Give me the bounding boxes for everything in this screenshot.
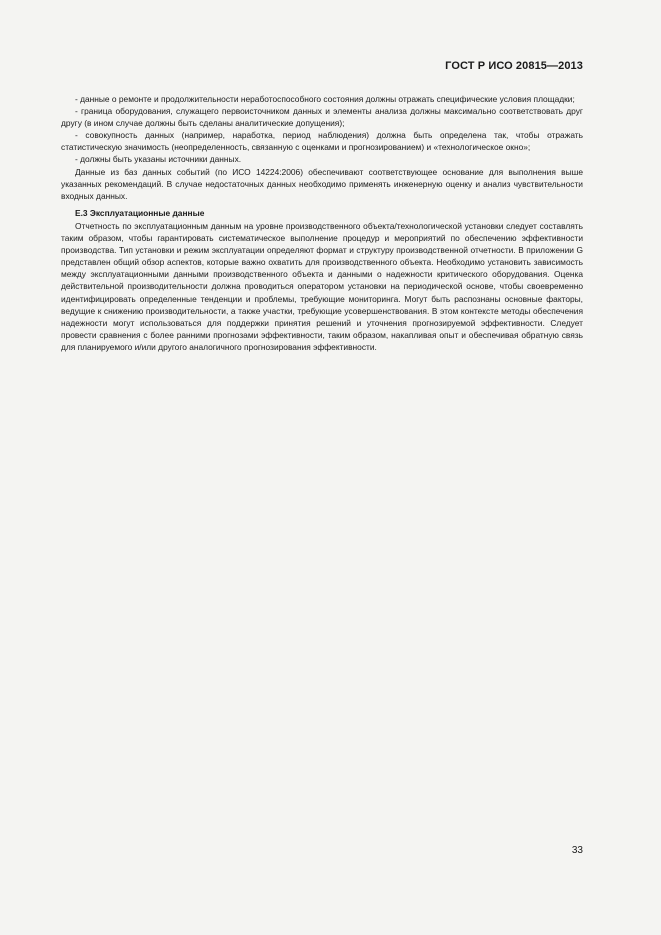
document-header: ГОСТ Р ИСО 20815—2013 [445,60,583,72]
paragraph-operational-data: Отчетность по эксплуатационным данным на уровне производственного объекта/технологической установки следует составлять таким образом, чтобы гарантировать систематическое выполнение процедур и мероприятий по обеспечению эффективности производства. Тип установки и режим эксплуатации определяют формат и структуру производственной отчетности. В приложении G представлен общий обзор аспектов, которые важно охватить для производственного объекта. Необходимо установить зависимость между эксплуатационными данными производственного объекта и данными о надежности критического оборудования. Оценка действительной производительности должна проводиться оператором установки на периодической основе, чтобы своевременно идентифицировать определенные тенденции и проблемы, требующие мониторинга. Могут быть распознаны основные факторы, ведущие к снижению производительности, а также участки, требующие усовершенствования. В этом контексте методы обеспечения надежности могут использоваться для поддержки принятия решений и уточнения прогнозируемой эффективности. Следует провести сравнения с более ранними прогнозами эффективности, таким образом, накапливая опыт и обеспечивая обратную связь для планируемого и/или другого аналогичного прогнозирования эффективности. [61,220,583,352]
list-item-equipment-boundary: - граница оборудования, служащего первоисточником данных и элементы анализа должны максимально соответствовать друг другу (в ином случае должны быть сделаны аналитические допущения); [61,106,583,129]
list-item-data-population: - совокупность данных (например, наработка, период наблюдения) должна быть определена так, чтобы отражать статистическую значимость (неопределенность, связанную с оценками и прогнозированием) и «технологическое окно»; [61,130,583,153]
list-item-data-sources: - должны быть указаны источники данных. [75,154,242,165]
page-content [61,93,583,353]
page-number: 33 [571,845,583,856]
section-heading-operational-data: Е.3 Эксплуатационные данные [75,207,205,218]
paragraph-event-databases: Данные из баз данных событий (по ИСО 14224:2006) обеспечивают соответствующее основание для выполнения выше указанных рекомендаций. В случае недостаточных данных необходимо применять инженерную оценку и анализ чувствительности входных данных. [61,166,583,201]
list-item-repair-data: - данные о ремонте и продолжительности неработоспособного состояния должны отражать специфические условия площадки; [75,94,575,104]
